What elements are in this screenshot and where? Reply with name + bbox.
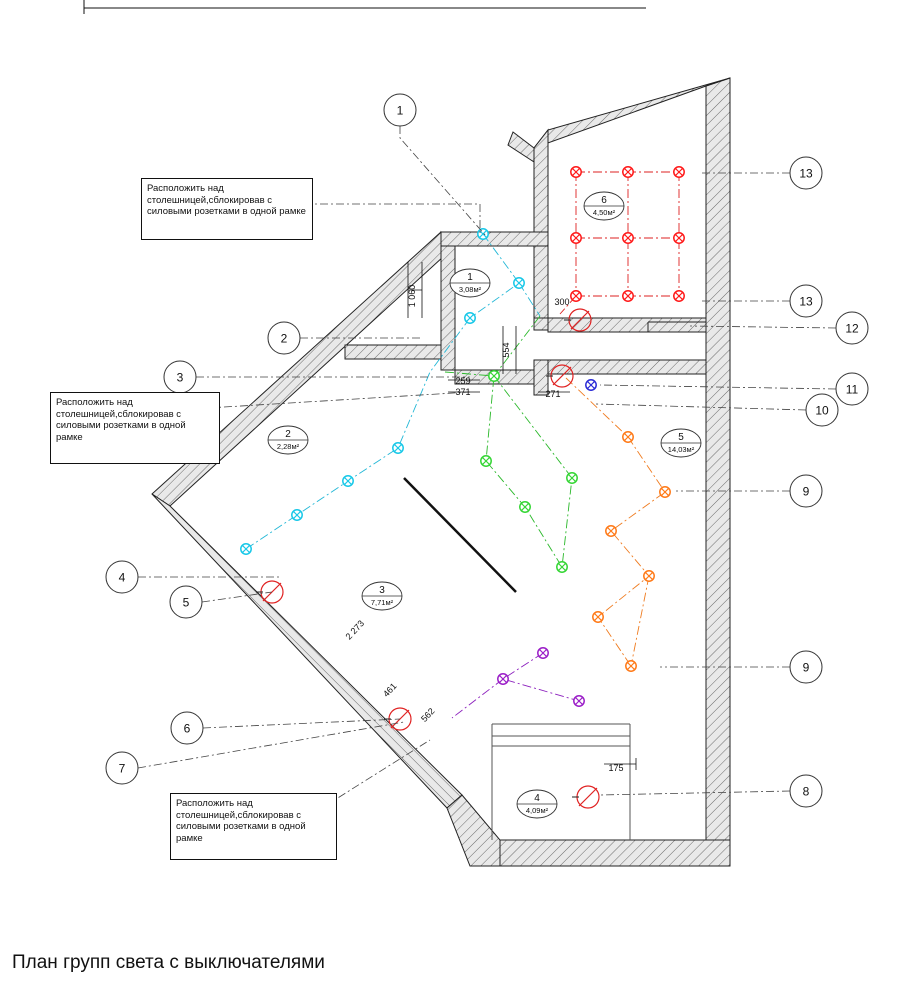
balloon-3-2: [164, 361, 196, 393]
svg-text:9: 9: [802, 660, 810, 675]
dimension-text: 259: [455, 376, 471, 386]
lamp-group-orange: [660, 487, 670, 497]
room-tag-3: [362, 582, 402, 610]
svg-text:4,09м²: 4,09м²: [525, 806, 549, 815]
svg-text:11: 11: [845, 382, 859, 397]
lamp-group-cyan: [292, 510, 302, 520]
dimension-text: 554: [501, 342, 511, 358]
svg-text:2: 2: [280, 331, 288, 346]
lamp-group-purple: [574, 696, 584, 706]
lamp-group-red: [571, 167, 581, 177]
balloon-10-10: [806, 394, 838, 426]
room-tag-1: [450, 269, 490, 297]
svg-text:10: 10: [815, 403, 829, 418]
wall-switch: [572, 786, 599, 808]
room-tag-2: [268, 426, 308, 454]
svg-text:3,08м²: 3,08м²: [458, 285, 482, 294]
svg-text:2,28м²: 2,28м²: [276, 442, 300, 451]
svg-text:7: 7: [118, 761, 126, 776]
svg-text:2: 2: [285, 429, 291, 440]
svg-text:4: 4: [534, 793, 540, 804]
balloon-2-1: [268, 322, 300, 354]
balloon-1-0: [384, 94, 416, 126]
dimension-text: 300: [554, 297, 570, 307]
svg-text:9: 9: [802, 484, 810, 499]
balloon-5-4: [170, 586, 202, 618]
page-title: План групп света с выключателями: [12, 952, 325, 973]
room-tags: [268, 192, 701, 818]
lamp-group-cyan: [393, 443, 403, 453]
lamp-group-red: [571, 233, 581, 243]
lamp-group-purple: [538, 648, 548, 658]
svg-text:13: 13: [799, 166, 813, 181]
svg-text:6: 6: [183, 721, 191, 736]
lamp-group-cyan: [478, 229, 488, 239]
svg-text:8: 8: [802, 784, 810, 799]
balloon-9-9: [790, 475, 822, 507]
lamp-group-red: [674, 291, 684, 301]
lamp-group-purple: [498, 674, 508, 684]
lamp-group-orange: [626, 661, 636, 671]
balloon-13-13: [790, 285, 822, 317]
svg-text:14,03м²: 14,03м²: [667, 445, 695, 454]
dimension-text: 562: [419, 706, 437, 724]
lamp-group-orange: [606, 526, 616, 536]
svg-text:4,50м²: 4,50м²: [592, 208, 616, 217]
lamp-group-cyan: [241, 544, 251, 554]
lamp-group-cyan: [465, 313, 475, 323]
balloon-12-12: [836, 312, 868, 344]
note-top: Расположить над столешницей,сблокировав с силовыми розетками в одной рамке: [141, 178, 313, 240]
lamp-group-orange: [623, 432, 633, 442]
svg-text:6: 6: [601, 195, 607, 206]
lamp-group-red: [623, 233, 633, 243]
dimension-text: 371: [455, 387, 471, 397]
lamp-group-red: [623, 167, 633, 177]
svg-text:5: 5: [678, 432, 684, 443]
svg-text:7,71м²: 7,71м²: [370, 598, 394, 607]
lamp-group-green: [567, 473, 577, 483]
lamp-group-green: [481, 456, 491, 466]
balloon-6-5: [171, 712, 203, 744]
svg-text:13: 13: [799, 294, 813, 309]
room-tag-6: [584, 192, 624, 220]
dimension-text: 1 060: [407, 284, 417, 308]
room-tag-5: [661, 429, 701, 457]
dimension-text: 271: [545, 389, 561, 399]
lamp-group-red: [571, 291, 581, 301]
lamp-group-cyan: [514, 278, 524, 288]
svg-text:3: 3: [379, 585, 385, 596]
wiring-runs: [246, 172, 679, 718]
room-tag-4: [517, 790, 557, 818]
lamp-group-red: [623, 291, 633, 301]
note-bottom: Расположить над столешницей,сблокировав с силовыми розетками в одной рамке: [170, 793, 337, 860]
svg-text:12: 12: [845, 321, 859, 336]
svg-text:5: 5: [182, 595, 190, 610]
lamp-group-green: [557, 562, 567, 572]
balloon-4-3: [106, 561, 138, 593]
svg-text:1: 1: [467, 272, 473, 283]
balloon-13-14: [790, 157, 822, 189]
lamp-group-red: [674, 233, 684, 243]
svg-text:3: 3: [176, 370, 184, 385]
dimension-text: 2 273: [343, 618, 367, 642]
registration-marks: [84, 0, 646, 14]
balloon-7-6: [106, 752, 138, 784]
balloon-11-11: [836, 373, 868, 405]
lamp-group-orange: [644, 571, 654, 581]
balloon-9-8: [790, 651, 822, 683]
lamp-switch-blue: [586, 380, 596, 390]
svg-text:4: 4: [118, 570, 126, 585]
lamp-group-cyan: [343, 476, 353, 486]
balloon-8-7: [790, 775, 822, 807]
lamp-group-green: [520, 502, 530, 512]
dimension-text: 461: [381, 681, 399, 699]
svg-text:1: 1: [396, 103, 404, 118]
dimension-text: 175: [608, 763, 624, 773]
lamp-group-green: [489, 371, 499, 381]
lamp-group-orange: [593, 612, 603, 622]
lamp-group-red: [674, 167, 684, 177]
note-left: Расположить над столешницей,сблокировав с силовыми розетками в одной рамке: [50, 392, 220, 464]
